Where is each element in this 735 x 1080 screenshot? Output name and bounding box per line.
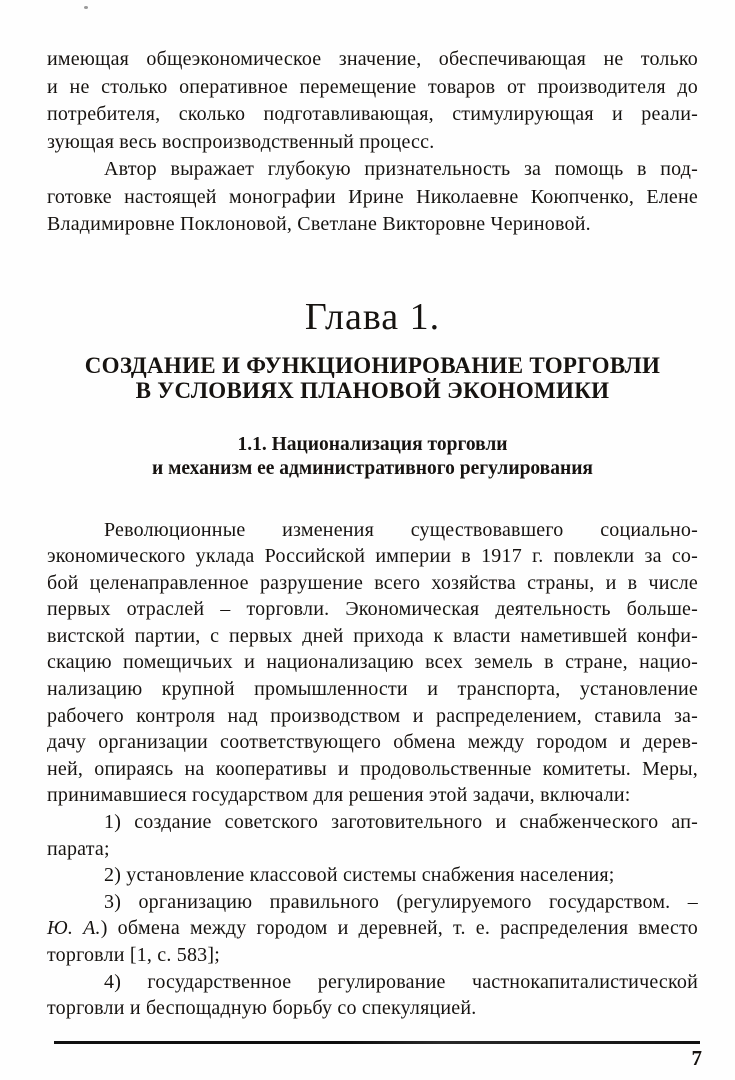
footer-rule bbox=[54, 1041, 700, 1044]
text-line bbox=[47, 915, 698, 942]
list-item-1 bbox=[47, 809, 698, 862]
text-line: 4) государственное регулирование частнокапиталистической bbox=[104, 970, 698, 993]
text-line: вистской партии, с первых дней прихода к власти наметившей конфи- bbox=[47, 624, 698, 647]
text-line: 2) установление классовой системы снабжения населения; bbox=[104, 864, 615, 887]
text-line: первых отраслей – торговли. Экономическая деятельность больше- bbox=[47, 598, 698, 621]
text-line: Автор выражает глубокую признательность за помощь в под- bbox=[104, 158, 698, 180]
text-line: имеющая общеэкономическое значение, обеспечивающая не только bbox=[47, 48, 698, 70]
text-line: торговли [1, с. 583]; bbox=[47, 944, 220, 966]
text-line-rest: ) обмена между городом и деревней, т. е. распределения вместо bbox=[100, 917, 698, 940]
text-line: Владимировне Поклоновой, Светлане Викторовне Чериновой. bbox=[47, 213, 591, 235]
intro-paragraph-continuation bbox=[47, 46, 698, 156]
list-item-4 bbox=[47, 969, 698, 1022]
page-content bbox=[47, 46, 698, 1022]
text-line: нализацию крупной промышленности и транспорта, установление bbox=[47, 678, 698, 701]
author-initials-italic: Ю. А. bbox=[47, 917, 101, 940]
text-line: 1) создание советского заготовительного и снабженческого ап- bbox=[104, 811, 698, 834]
list-item-3 bbox=[47, 889, 698, 969]
body-paragraph bbox=[47, 517, 698, 810]
text-line: и не столько оперативное перемещение товаров от производителя до bbox=[47, 75, 698, 98]
acknowledgement-paragraph bbox=[47, 156, 698, 239]
page-number: 7 bbox=[691, 1046, 702, 1070]
text-line: рабочего контроля над производством и распределением, ставила за- bbox=[47, 704, 698, 727]
text-line: принимавшиеся государством для решения этой задачи, включали: bbox=[47, 784, 631, 807]
body-text bbox=[47, 517, 698, 1022]
section-title bbox=[47, 433, 698, 482]
chapter-title-line: СОЗДАНИЕ И ФУНКЦИОНИРОВАНИЕ ТОРГОВЛИ bbox=[84, 352, 661, 378]
text-line: 3) организацию правильного (регулируемого государством. – bbox=[104, 890, 698, 913]
chapter-label: Глава 1. bbox=[304, 295, 441, 338]
text-line: экономического уклада Российской империи в 1917 г. повлекли за со- bbox=[47, 545, 698, 568]
text-line: парата; bbox=[47, 837, 110, 860]
text-line: потребителя, сколько подготавливающая, стимулирующая и реали- bbox=[47, 103, 698, 125]
text-line: торговли и беспощадную борьбу со спекуляцией. bbox=[47, 997, 477, 1020]
list-item-2 bbox=[47, 862, 698, 889]
text-line: готовке настоящей монографии Ирине Николаевне Коюпченко, Елене bbox=[47, 185, 698, 208]
text-line: ней, опираясь на кооперативы и продовольственные комитеты. Меры, bbox=[47, 757, 698, 780]
scan-speck bbox=[84, 6, 88, 9]
text-line: бой целенаправленное разрушение всего хозяйства страны, и в числе bbox=[47, 571, 698, 594]
section-title-line: 1.1. Национализация торговли bbox=[237, 433, 508, 455]
text-line: Революционные изменения существовавшего социально- bbox=[104, 518, 698, 541]
text-line: скацию помещичьих и национализацию всех земель в стране, нацио- bbox=[47, 651, 698, 674]
section-title-line: и механизм ее административного регулирования bbox=[152, 458, 593, 479]
chapter-title bbox=[47, 353, 698, 404]
text-line: зующая весь воспроизводственный процесс. bbox=[47, 130, 435, 153]
text-line: дачу организации соответствующего обмена между городом и дерев- bbox=[47, 731, 698, 754]
chapter-title-line: В УСЛОВИЯХ ПЛАНОВОЙ ЭКОНОМИКИ bbox=[135, 378, 610, 403]
